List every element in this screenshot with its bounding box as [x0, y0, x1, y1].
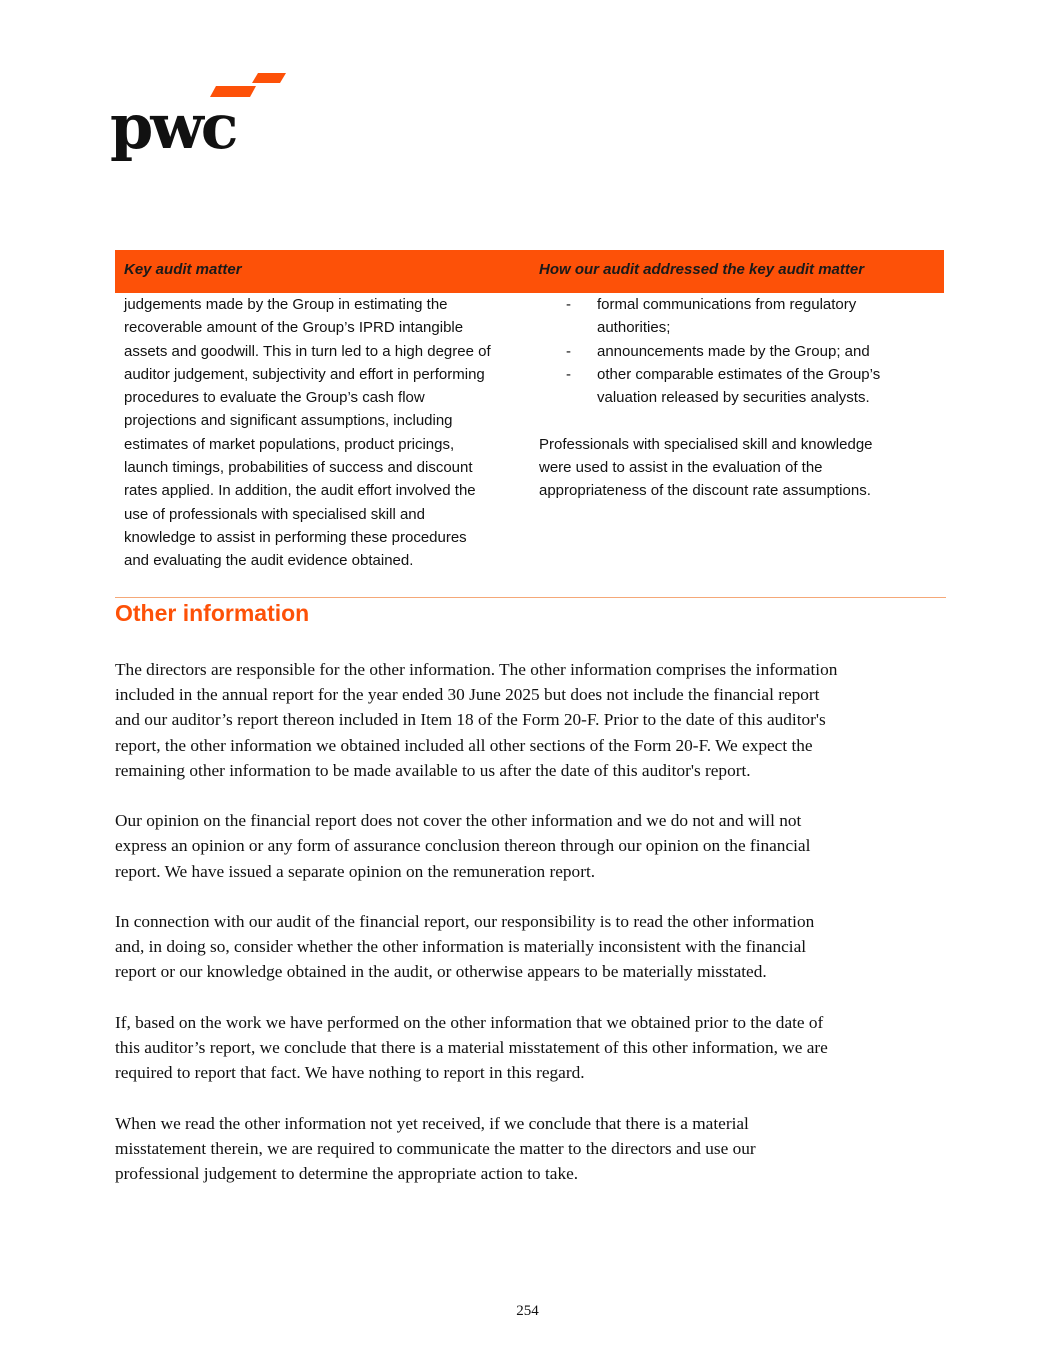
other-information-body [115, 657, 955, 1211]
text-line: were used to assist in the evaluation of the [539, 459, 823, 477]
text-line: report. We have issued a separate opinion on the remuneration report. [115, 861, 596, 881]
text-line: launch timings, probabilities of success and discount [124, 459, 473, 477]
page-number: 254 [516, 1303, 539, 1319]
text-line: other comparable estimates of the Group’s [597, 365, 881, 383]
text-line: The directors are responsible for the other information. The other information comprises the information [115, 660, 838, 679]
text-line: included in the annual report for the year ended 30 June 2025 but does not include the financial report [115, 685, 820, 705]
table-header [115, 250, 944, 293]
text-line: announcements made by the Group; and [597, 342, 870, 360]
text-line: misstatement therein, we are required to communicate the matter to the directors and use our [115, 1138, 756, 1158]
text-line: and, in doing so, consider whether the other information is materially inconsistent with the financial [115, 937, 807, 957]
text-line: knowledge to assist in performing these procedures [124, 528, 467, 546]
bullet-item [539, 340, 944, 363]
bullet-item [539, 293, 944, 340]
key-audit-matter-table [115, 250, 944, 573]
header-how-addressed: How our audit addressed the key audit matter [539, 261, 865, 278]
text-line: rates applied. In addition, the audit effort involved the [124, 482, 476, 500]
bullet-marker: - [566, 365, 571, 383]
text-line: use of professionals with specialised skill and [124, 505, 425, 523]
text-line: professional judgement to determine the appropriate action to take. [115, 1164, 579, 1183]
text-line: report or our knowledge obtained in the audit, or otherwise appears to be materially misstated. [115, 962, 767, 982]
text-line: appropriateness of the discount rate assumptions. [539, 482, 871, 500]
text-line: judgements made by the Group in estimating the [124, 296, 448, 313]
text-line: In connection with our audit of the financial report, our responsibility is to read the other information [115, 912, 815, 931]
text-line: valuation released by securities analysts. [597, 389, 870, 407]
paragraph [115, 1111, 955, 1187]
text-line: this auditor’s report, we conclude that there is a material misstatement of this other information, we are [115, 1038, 828, 1057]
text-line: and our auditor’s report thereon included in Item 18 of the Form 20-F. Prior to the date of this auditor's [115, 710, 826, 730]
section-title: Other information [115, 600, 310, 626]
pwc-logo [108, 70, 293, 170]
text-line: and evaluating the audit evidence obtained. [124, 552, 414, 570]
text-line: recoverable amount of the Group’s IPRD intangible [124, 319, 464, 337]
text-line: procedures to evaluate the Group’s cash flow [124, 389, 425, 407]
text-line: express an opinion or any form of assurance conclusion thereon through our opinion on the financial [115, 836, 811, 856]
text-line: Our opinion on the financial report does not cover the other information and we do not and will not [115, 811, 802, 831]
bullet-item [539, 363, 944, 410]
text-line: Professionals with specialised skill and knowledge [539, 435, 873, 453]
header-key-audit-matter: Key audit matter [124, 261, 242, 278]
text-line: required to report that fact. We have nothing to report in this regard. [115, 1063, 585, 1083]
text-line: remaining other information to be made available to us after the date of this auditor's report. [115, 760, 751, 780]
paragraph [115, 808, 955, 884]
section-divider [115, 597, 946, 598]
svg-text:pwc: pwc [110, 90, 236, 163]
paragraph [115, 1010, 955, 1086]
paragraph [115, 909, 955, 985]
text-line: authorities; [597, 319, 671, 337]
key-audit-matter-text [115, 293, 539, 573]
bullet-marker: - [566, 296, 571, 313]
text-line: When we read the other information not yet received, if we conclude that there is a material [115, 1113, 749, 1133]
text-line: report, the other information we obtained included all other sections of the Form 20-F. We expect the [115, 735, 813, 755]
paragraph [115, 657, 955, 783]
text-line: estimates of market populations, product pricings, [124, 435, 455, 453]
text-line: If, based on the work we have performed on the other information that we obtained prior to the date of [115, 1012, 824, 1032]
text-line: projections and significant assumptions, including [124, 412, 453, 430]
text-line: auditor judgement, subjectivity and effort in performing [124, 365, 485, 383]
text-line: assets and goodwill. This in turn led to a high degree of [124, 342, 491, 360]
audit-response-text [539, 293, 944, 573]
text-line: formal communications from regulatory [597, 296, 857, 313]
bullet-marker: - [566, 342, 571, 360]
